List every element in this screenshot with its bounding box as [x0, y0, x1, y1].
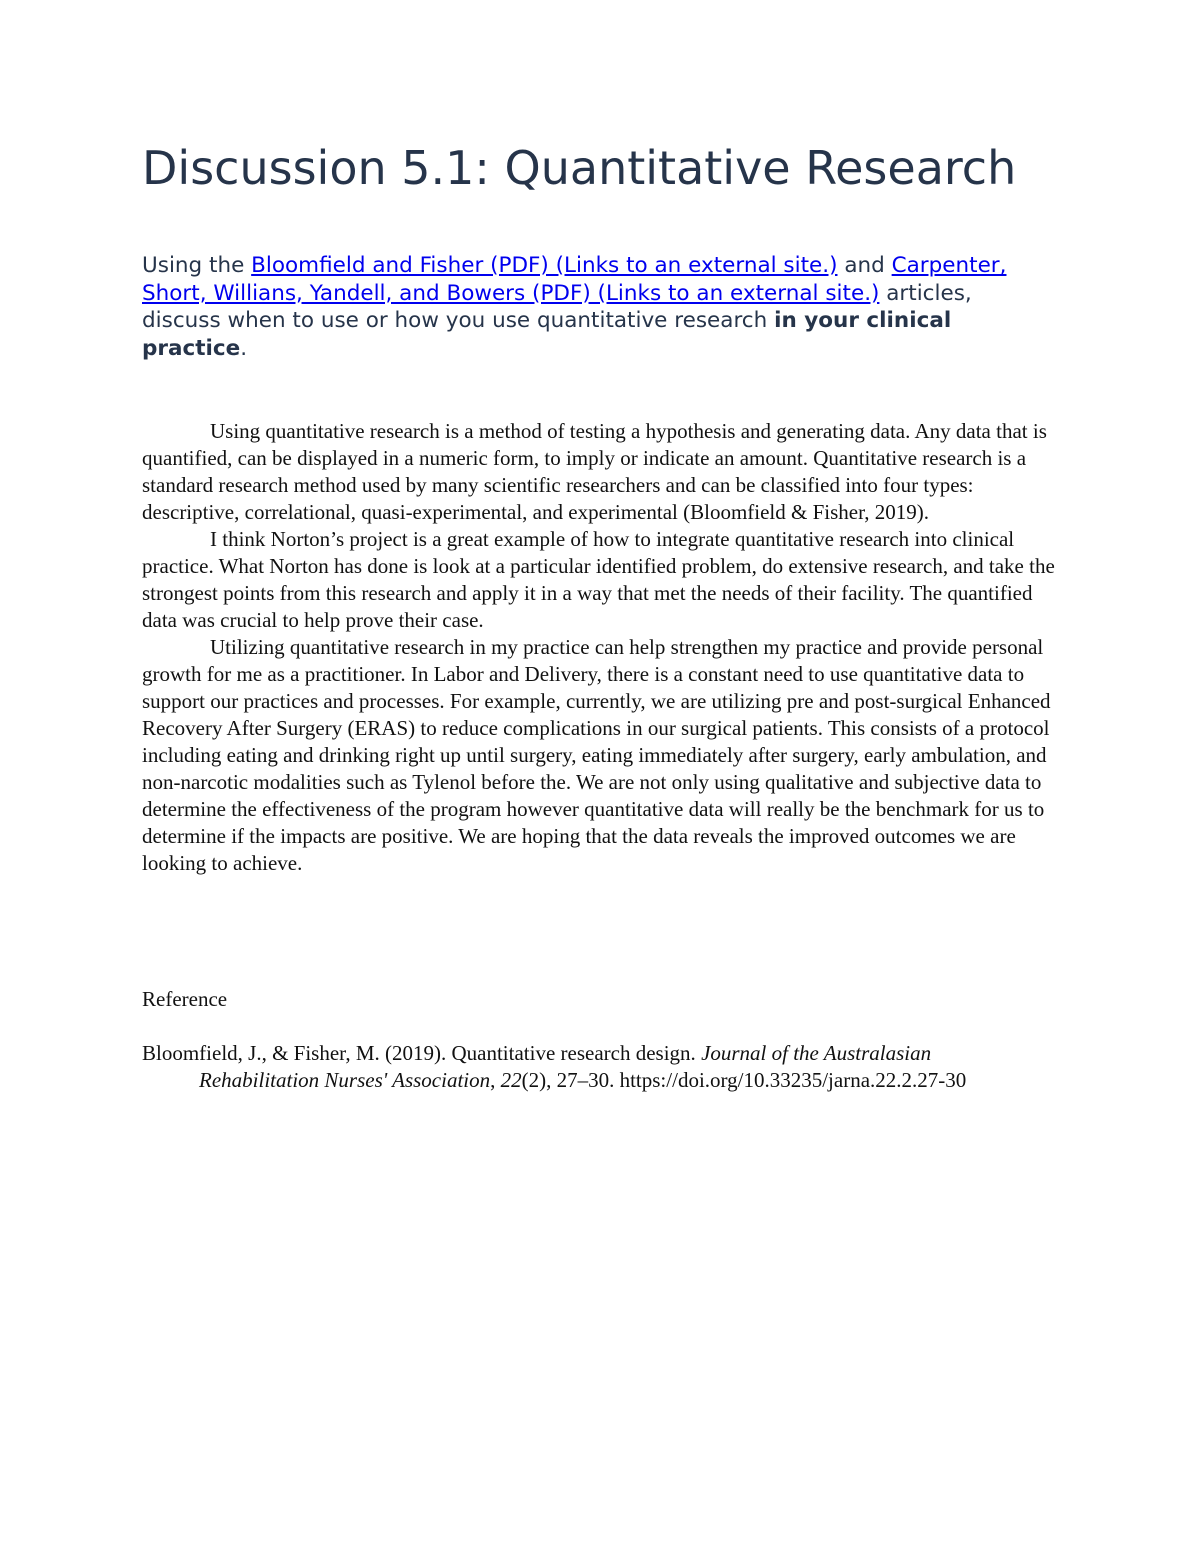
prompt-intro: Using the	[142, 253, 252, 278]
paragraph-2: I think Norton’s project is a great example of how to integrate quantitative research into clinical practice. What Norton has done is look at a particular identified problem, do extensive research, and take the strongest points from this research and apply it in a way that met the needs of their facility. The quantified data was crucial to help prove their case.	[142, 527, 1055, 632]
bloomfield-fisher-link[interactable]: Bloomfield and Fisher (PDF) (Links to an external site.)	[251, 253, 838, 278]
reference-heading: Reference	[142, 987, 228, 1011]
reference-authors: Bloomfield, J., & Fisher, M. (2019). Quantitative research design.	[142, 1041, 702, 1065]
reference-journal: Journal of the Australasian Rehabilitation Nurses' Association	[199, 1041, 932, 1092]
discussion-prompt	[142, 252, 1052, 362]
prompt-and: and	[837, 253, 892, 278]
prompt-emphasis: in your clinical practice	[142, 308, 952, 361]
reference-entry	[142, 1040, 1042, 1094]
prompt-end: .	[240, 335, 248, 361]
carpenter-link[interactable]: Carpenter, Short, Willians, Yandell, and Bowers (PDF) (Links to an external site.)	[142, 253, 1007, 306]
reference-separator: ,	[490, 1068, 501, 1092]
prompt-middle: articles, discuss when to use or how you use quantitative research	[142, 280, 972, 333]
response-body	[142, 418, 1058, 877]
reference-volume: 22	[500, 1068, 522, 1092]
paragraph-1: Using quantitative research is a method of testing a hypothesis and generating data. Any data that is quantified, can be displayed in a numeric form, to imply or indicate an amount. Quantitative research is a standard research method used by many scientific researchers and can be classified into four types: descriptive, correlational, quasi-experimental, and experimental (Bloomfield & Fisher, 2019).	[142, 419, 1047, 524]
page-title: Discussion 5.1: Quantitative Research	[142, 141, 1017, 195]
paragraph-3: Utilizing quantitative research in my practice can help strengthen my practice and provide personal growth for me as a practitioner. In Labor and Delivery, there is a constant need to use quantitative data to support our practices and processes. For example, currently, we are utilizing pre and post-surgical Enhanced Recovery After Surgery (ERAS) to reduce complications in our surgical patients. This consists of a protocol including eating and drinking right up until surgery, eating immediately after surgery, early ambulation, and non-narcotic modalities such as Tylenol before the. We are not only using qualitative and subjective data to determine the effectiveness of the program however quantitative data will really be the benchmark for us to determine if the impacts are positive. We are hoping that the data reveals the improved outcomes we are looking to achieve.	[142, 635, 1051, 875]
reference-issue-pages: (2), 27–30. https://doi.org/10.33235/jarna.22.2.27-30	[521, 1068, 967, 1092]
